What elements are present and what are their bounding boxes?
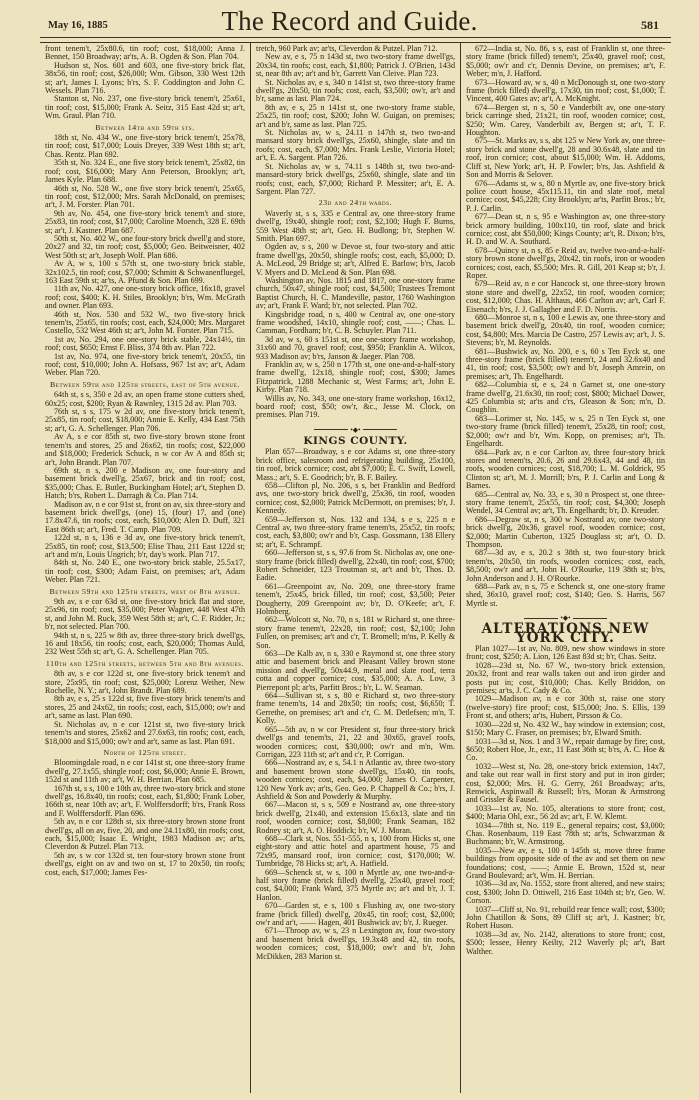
building-plan-entry: Bloomingdale road, n e cor 141st st, one three-story frame dwell'g, 27.1x55, shingle roof; cost, $6,000; Annie E. Brown, 152d st and 11th av; ar't, W. H. Berrian. Plan 685.: [45, 758, 245, 785]
building-plan-entry: 660—Jefferson st, s s, 97.6 from St. Nicholas av, one one-story frame (brick filled) dwell'g, 22x40, tin roof; cost, $700; Robert Schneider, 123 Troutman st, ar't and b'r, Thos. D. Eadie.: [256, 548, 455, 583]
building-plan-entry: 665—5th av, n w cor President st, four three-story brick dwell'gs and tenem'ts, 21, 22 and 30x65, gravel roofs, wooden cornices; cost, $30,000; ow'r and m'n, Wm. Corrigan, 223 11th st; ar't and c'r, P. Corrigan.: [256, 724, 455, 759]
building-plan-entry: 682—Columbia st, e s, 24 n Garnet st, one one-story frame dwell'g, 21.6x30, tin roof; cost, $800; Michael Dower, 425 Columbia st; ar'ts and c'rs, Gleason & Son; m'n, D. Coughlin.: [466, 380, 665, 415]
building-plan-entry: 1030—22d st, No. 432 W., bay window in extension; cost, $150; Mary C. Fraser, on premises; b'r, Elward Smith.: [466, 719, 665, 738]
building-plan-entry: 94th st, n s, 225 w 8th av, three three-story brick dwell'gs, 16 and 18x56, tin roofs; cost, each, $20,000; Thomas Auld, 232 West 55th st; ar't, G. A. Schellenger. Plan 705.: [45, 630, 245, 657]
building-plan-entry: 683—Lorimer st, No. 145, w s, 25 n Ten Eyck st, one two-story frame (brick filled) tenem't, 25x28, tin roof; cost, $2,000; ow'r and b'r, Wm. Kopp, on premises; ar't, Th. Engelhardt.: [466, 413, 665, 449]
building-plan-entry: 5th av, s w cor 132d st, ten four-story brown stone front dwell'gs, eight on av and two on st, 17 to 20x50, tin roofs; cost, each, $17,000; James Fes-: [45, 850, 245, 877]
building-plan-entry: 679—Reid av, n e cor Hancock st, one three-story brown stone store and dwell'g, 22x52, tin roof, wooden cornice; cost, $12,000; Chas. H. Althaus, 466 Carlton av; ar't, Carl F. Eisenach; b'rs, J. J. Gallagher and F. D. Norris.: [466, 279, 665, 314]
building-plan-entry: 680—Monroe st, n s, 100 e Lewis av, one three-story and basement brick dwell'g, 20x40, tin roof, wooden cornice; cost, $4,800; Mrs. Marcia De Castro, 257 Lewis av; ar't, J. S. Stevens; b'r, M. Reynolds.: [466, 313, 665, 348]
building-plan-entry: Ogden av, s s, 200 w Devoe st, four two-story and attic frame dwell'gs, 20x50, shingle roofs; cost, each, $5,000; D. A. McLeod, 29 Bridge st; ar't, Alfred E. Barlow; b'rs, Jacob V. Myers and D. McLeod & Son. Plan 698.: [256, 242, 455, 277]
building-plan-entry: Waverly st, s s, 335 e Central av, one three-story frame dwell'g, 19x40, shingle roof; cost, $2,100; Hugh F. Burns, 559 West 48th st; ar't, Geo. H. Budlong; b'r, Stephen W. Smith. Plan 697.: [256, 208, 455, 243]
building-plan-entry: 675—St. Marks av, s s, abt 125 w New York av, one three-story brick and stone dwell'g, 28 and 30.6x48, slate and tin roof, iron cornice; cost, about $15,000; Wm. H. Addoms, Cliff st, New York; ar't, H. P. Fowler; b'rs, Jas. Ashfield & Son and Morris & Selover.: [466, 136, 665, 180]
building-plan-entry: 1035—New av, e s, 100 n 145th st, move three frame buildings from opposite side of the av and set them on new foundations; cost, ——; Annie E. Brown, 152d st, near Grand Boulevard; ar't, Wm. H. Berrian.: [466, 845, 665, 880]
district-subheading: Between 59th and 125th streets, west of 8th avenue.: [49, 586, 241, 596]
building-plan-entry: Av A, w s, 100 s 57th st, one two-story brick stable, 32x102.5, tin roof; cost, $7,000; Schmitt & Schwanenfluegel, 163 East 59th st; ar'ts, A. Pfund & Son. Plan 699.: [45, 259, 245, 285]
building-plan-entry: 678—Quincy st, n s, 85 e Reid av, twelve two-and-a-half-story brown stone dwell'gs, 20x42, tin roofs, iron or wooden cornices; cost, each, $5,500; Mrs. R. Gill, 201 Keap st; b'r, J. Roper.: [466, 245, 665, 280]
building-plan-entry: 668—Clark st, Nos. 551-555, n s, 100 from Hicks st, one eight-story and attic hotel and apartment house, 75 and 72x95, mansard roof, iron cornice; cost, $170,000; W. Tumbridge, 78 Hicks st; ar't, A. Hatfield.: [256, 833, 455, 869]
building-plan-entry: 1031—3d st, Nos. 1 and 3 W., repair damage by fire; cost, $650; Robert Hoe, Jr., exr., 11 East 36th st; b'rs, A. C. Hoe & Co.: [466, 736, 665, 763]
building-plan-entry: 676—Adams st, w s, 80 n Myrtle av, one five-story brick police court house, 45x115.11, tin and slate roof, metal cornice; cost, $45,228; City Brooklyn; ar'ts, Parfitt Bros.; b'r, P. J. Carlin.: [466, 178, 665, 213]
building-plan-entry: 122d st, n s, 136 e 3d av, one five-story brick tenem't, 25x85, tin roof; cost, $13,500; Elise Thau, 211 East 122d st; ar't and m'n, Louis Ungrich; b'r, day's work. Plan 717.: [45, 533, 245, 559]
district-subheading: Between 14th and 59th sts.: [95, 122, 195, 132]
building-plan-entry: 659—Jefferson st, Nos. 132 and 134, s e s, 225 n e Central av, two three-story frame tenem'ts, 25x52, tin roofs; cost, each, $3,800; ow'r and b'r, Casp. Gossmann, 138 Ellery st; ar't, E. Schrampf.: [256, 514, 455, 549]
building-plan-entry: Willis av, No. 343, one one-story frame workshop, 16x12, board roof; cost, $50; ow'r, &c., Jesse M. Clock, on premises. Plan 719.: [256, 393, 455, 420]
building-plan-entry: 8th av, e s, 25 s 122d st, five five-story brick tenem'ts and stores, 25 and 24x62, tin roofs; cost, each, $15,000; ow'r and ar't, same as last. Plan 690.: [45, 694, 245, 721]
building-plan-entry: 1032—West st, No. 28, one-story brick extension, 14x7, and take out rear wall in first story and put in iron girder; cost, $2,000; Mrs. H. G. Gerry, 261 Broadway; ar'ts, Renwick, Aspinwall & Russell; b'rs, Moran & Armstrong and Grissler & Fausel.: [466, 761, 665, 805]
building-plan-entry: 8th av, e s, 25 n 141st st, one two-story frame stable, 25x25, tin roof; cost, $200; John W. Guigan, on premises; ar't and b'r, same as last. Plan 725.: [256, 102, 455, 129]
building-plan-entry: 1st av, No. 294, one one-story brick stable, 24x14½, tin roof; cost, $650; Ernst F. Bliss, 374 8th av. Plan 722.: [45, 334, 245, 353]
building-plan-entry: St. Nicholas av, n e cor 121st st, two five-story brick tenem'ts and stores, 25x62 and 27.6x63, tin roofs; cost, each, $18,000 and $15,000; ow'r and ar't, same as last. Plan 691.: [45, 719, 245, 746]
building-plan-entry: 681—Bushwick av, No. 200, e s, 60 s Ten Eyck st, one three-story frame (brick filled) tenem't, 24 and 32.6x40 and 41, tin roof; cost, $3,500; ow'r and b'r, Joseph Amrein, on premises; ar't, Th. Engelhardt.: [466, 346, 665, 381]
building-plan-entry: 1033—1st av, No. 105, alterations to store front; cost, $400; Maria Ohl, exr., 56 2d av; ar't, F. W. Klemt.: [466, 803, 665, 822]
column-right: [460, 43, 670, 1093]
building-plan-entry: 50th st, No. 402 W., one four-story brick dwell'g and store, 20x27 and 32, tin roof; cost, $5,000; Geo. Beitweisner, 402 West 50th st; ar't, Joseph Wolf. Plan 686.: [45, 233, 245, 260]
building-plan-entry: 677—Dean st, n s, 95 e Washington av, one three-story brick armory building, 100x110, tin roof, slate and brick cornice; cost, abt $50,000; Kings County; ar't, R. Dixon; b'rs, H. D. and W. A. Southard.: [466, 212, 665, 247]
building-plan-entry: 685—Central av, No. 33, e s, 30 n Prospect st, one three-story frame tenem't, 25x55, tin roof; cost, $4,300; Joseph Wendel, 34 Central av; ar't, Th. Engelhardt; b'r, D. Kreuder.: [466, 489, 665, 516]
building-plan-entry: 76th st, s s, 175 w 2d av, one five-story brick tenem't, 25x85, tin roof; cost, $18,000; Annie E. Kelly, 434 East 75th st; ar't, G. A. Schellenger. Plan 706.: [45, 407, 245, 433]
building-plan-entry: 671—Throop av, w s, 23 n Lexington av, four two-story and basement brick dwell'gs, 19.3x48 and 42, tin roofs, wooden cornices; cost, $18,000; ow'r and b'r, John McDikken, 283 Marion st.: [256, 926, 455, 961]
building-plan-entry: Washington av, Nos. 1815 and 1817, one one-story frame church, 50x47, shingle roof; cost, $4,500; Trustees Tremont Baptist Church, H. C. Mandeville, pastor, 1760 Washington av; ar't, Frank F. Ward; b'r, not selected. Plan 702.: [256, 275, 455, 311]
building-plan-entry: 1st av, No. 974, one five-story brick tenem't, 20x55, tin roof; cost, $10,000; John A. Hofsass, 967 1st av; ar't, Adam Weber. Plan 720.: [45, 351, 245, 378]
section-heading: ALTERATIONS NEW YORK CITY.: [481, 621, 650, 646]
building-plan-entry: 11th av, No. 427, one one-story brick office, 16x18, gravel roof; cost, $400; K. H. Stiles, Brooklyn; b'rs, Wm. McGrath and owner. Plan 693.: [45, 284, 245, 311]
building-plan-entry: Av A, s e cor 85th st, two five-story brown stone front tenem'ts and stores, 25 and 26x62, tin roofs; cost, $22,000 and $18,000; Frederick Schuck, n w cor Av A and 85th st; ar't, John Brandt. Plan 707.: [45, 432, 245, 467]
building-plan-entry: 674—Bergen st, n s, 50 e Vanderbilt av, one one-story brick carringe shed, 21x21, tin roof, wooden cornice; cost, $250; Wm. Carey, Vanderbilt av, Bergen st; ar't, T. F. Houghton.: [466, 102, 665, 138]
ornament-icon: •◆•: [350, 425, 361, 434]
building-plan-entry: St. Nicholas av, w s, 74.11 s 148th st, two two-and-mansard-story brick dwell'gs, 25x60, shingle, slate and tin roofs; cost, each, $7,000; Richard P. Messiter; ar't, E. A. Sargent. Plan 727.: [256, 161, 455, 196]
building-plan-entry: 5th av, n e cor 128th st, six three-story brown stone front dwell'gs, all on av, five, 20, and one 24.11x80, tin roofs; cost, each, $15,000; Isaac E. Wright, 1983 Madison av; ar'ts, Cleverdon & Putzel. Plan 713.: [45, 817, 245, 852]
building-plan-entry: 669—Schenck st, w s, 100 n Myrtle av, one two-and-a-half story frame (brick filled) dwell'g, 25x40, gravel roof; cost, $4,000; Frank Ward, 375 Myrtle av; ar't and b'r, J. T. Hanlon.: [256, 867, 455, 902]
building-plan-entry: 672—India st, No. 86, s s, east of Franklin st, one three-story frame (brick filled) tenem't, 25x40, gravel roof; cost, $5,000; ow'r and c'r, Dennis Devine, on premises; ar't, F. Weber; m'n, J. Hafford.: [466, 44, 665, 79]
building-plan-entry: 658—Clifton pl, No. 206, s s, bet Franklin and Bedford avs, one two-story brick dwell'g, 25x36, tin roof, wooden cornice; cost, $2,000; Patrick McDermott, on premises; b'r, J. Kennedy.: [256, 480, 455, 516]
district-subheading: Between 59th and 125th streets, east of 5th avenue.: [50, 379, 240, 389]
building-plan-entry: 64th st, s s, 350 e 2d av, an open frame stone cutters shed, 60x25; cost, $200; Ryan & Rawnley, 1315 2d av. Plan 703.: [45, 390, 245, 408]
building-plan-entry: 664—Sullivan st, s s, 80 e Richard st, two three-story frame tenem'ts, 14 and 28x50; tin roofs; cost, $6,650; T. Gerrethe, on premises; ar't and c'r, C. M. Detlefsen; m'n, T. Kolly.: [256, 691, 455, 726]
district-subheading: 110th and 125th streets, between 5th and 8th avenues.: [45, 658, 245, 668]
district-subheading: North of 125th street.: [103, 747, 187, 757]
building-plan-entry: Madison av, n e cor 91st st, front on av, six three-story and basement brick dwell'gs, (one) 15, (four) 17, and (one) 17.8x47.6, tin roofs; cost, each, $10,000; Alen D. Duff, 321 East 86th st; ar't, Fred. T. Camp. Plan 709.: [45, 499, 245, 534]
building-plan-entry: 673—Howard av, w s, 40 n McDonough st, one two-story frame (brick filled) dwell'g, 17x30, tin roof; cost, $1,000; T. Vincent, 400 Gates av; ar't, A. McKnight.: [466, 77, 665, 104]
building-plan-entry: 662—Wolcott st, No. 70, n s, 181 w Richard st, one three-story frame tenem't, 22x28, tin roof; cost, $2,100; John Fullen, on premises; ar't and c'r, T. Bromell; m'ns, P. Kelly & Son.: [256, 615, 455, 650]
building-plan-entry: 687—3d av, e s, 20.2 s 38th st, two four-story brick tenem'ts, 20x50, tin roofs, wooden cornices; cost, each, $8,500; ow'r and ar't, John H. O'Rourke, 119 38th st; b'rs, John Anderson and J. H. O'Rourke.: [466, 548, 665, 583]
column-middle: [250, 43, 460, 1093]
building-plan-entry: St. Nicholas av, e s, 340 n 141st st, two three-story frame dwell'gs, 20x50, tin roofs; cost, each, $3,500; ow'r, ar't and b'r, same as last. Plan 724.: [256, 77, 455, 104]
building-plan-entry: 686—Degraw st, n s, 300 w Nostrand av, one two-story brick dwell'g, 20x36, gravel roof, wooden cornice; cost, $2,000; Martin Cuberton, 1325 Douglass st; ar't, O. D. Thompson.: [466, 514, 665, 549]
masthead: [36, 6, 663, 34]
building-plan-entry: St. Nicholas av, w s, 24.11 n 147th st, two two-and mansard story brick dwell'gs, 25x60, shingle, slate and tin roofs; cost, each, $7,000; Mrs. Frank Leslie, Victoria Hotel; ar't, E. A. Sargent. Plan 726.: [256, 128, 455, 163]
building-plan-entry: 1034—78th st, No. 119 E., general repairs; cost, $3,000; Chas. Rosenbaum, 119 East 78th st; ar'ts, Schwarzman & Buchmann; b'r, W. Armstrong.: [466, 820, 665, 847]
building-plan-entry: 167th st, s s, 100 e 10th av, three two-story brick and stone dwell'gs, 16.8x40, tin roofs; cost, each, $1,800; Frank Lober, 166th st, near 10th av; ar't, F. Wolffersdorff; b'rs, Frank Ross and F. Wolffersdorff. Plan 696.: [45, 783, 245, 818]
building-plan-entry: 46th st, Nos. 530 and 532 W., two five-story brick tenem'ts, 25x65, tin roofs; cost, each, $24,000; Mrs. Margaret Costello, 532 West 46th st; ar't, John M. Forster. Plan 715.: [45, 309, 245, 336]
columns: [40, 43, 670, 1093]
building-plan-entry: 69th st, n s, 200 e Madison av, one four-story and basement brick dwell'g, 25x67, brick and tin roof; cost, $35,000; Chas. E. Butler, Buckingham Hotel; ar't, Stephen D. Hatch; b'rs, Robert L. Darragh & Co. Plan 714.: [45, 465, 245, 501]
building-plan-entry: 18th st, No. 434 W., one five-story brick tenem't, 25x78, tin roof; cost, $17,000; Louis Dreyer, 339 West 18th st; ar't, Chas. Rentz. Plan 692.: [45, 133, 245, 159]
building-plan-entry: 1038—3d av, No. 2142, alterations to store front; cost, $500; lessee, Henry Keilty, 212 Waverly pl; ar't, Bart Walther.: [466, 929, 665, 956]
building-plan-entry: Kingsbridge road, n s, 400 w Central av, one one-story frame woodshed, 14x10, shingle roof; cost, ——; Chas. L. Camman, Fordham; b'r, C. B. Schuyler. Plan 711.: [256, 309, 455, 336]
building-plan-entry: 666—Nostrand av, e s, 54.1 n Atlantic av, three two-story and basement brown stone dwell'gs, 15x40, tin roofs, wooden cornices; cost, each, $4,000; James O. Carpenter, 120 New York av; ar'ts, Geo. Geo. P. Chappell & Co.; b'rs, J. Ashfield & Son and Powderly & Murphy.: [256, 758, 455, 801]
building-plan-entry: front tenem't, 25x80.6, tin roof; cost, $18,000; Anna J. Bennet, 150 Broadway; ar'ts, A. B. Ogden & Son. Plan 704.: [45, 44, 245, 62]
building-plan-entry: Plan 657—Broadway, s e cor Adams st, one three-story brick office, salesroom and refrigerating building, 25x100, tin roof, brick cornice; cost, abt $7,000; E. C. Swift, Lowell, Mass.; ar't, S. E. Goodrich; b'r, B. F. Bailey.: [256, 447, 455, 482]
building-plan-entry: 688—Park av, n s, 75 e Schenck st, one one-story frame shed, 36x10, gravel roof; cost, $140; Geo. S. Harris, 567 Myrtle st.: [466, 582, 665, 608]
building-plan-entry: tretch, 960 Park av; ar'ts, Cleverdon & Putzel. Plan 712.: [256, 44, 438, 53]
ornament-icon: •◆•: [560, 614, 571, 623]
building-plan-entry: 1028—23d st, No. 67 W., two-story brick extension, 20x32, front and rear walls taken out and iron girder and posts put in; cost, $10,000; Chas. Kelly Briddon, on premises; ar'ts, J. C. Cady & Co.: [466, 660, 665, 696]
section-divider-ornament: [256, 427, 455, 433]
column-left: [40, 43, 250, 1093]
building-plan-entry: 684—Park av, n e cor Carlton av, three four-story brick stores and tenem'ts, 20.6, 26 and 29.6x43, 44 and 48, tin roofs, wooden cornices; cost, $18,700; L. M. Goldrick, 95 Clinton st; ar't, M. J. Morrill; b'rs, P. J. Carlin and Long & Barnes.: [466, 447, 665, 491]
building-plan-entry: 663—De Kalb av, n s, 330 e Raymond st, one three story attic and basement brick and Pleasant Valley brown stone mission and dwell'g, 50x44.9, metal and slate roof, terra cotta and copper cornice; cost, $35,000; A. A. Low, 3 Pierrepont pl; ar'ts, Parfitt Bros.; b'r, L. W. Seaman.: [256, 649, 455, 692]
building-plan-entry: 84th st, No. 240 E., one two-story brick stable, 25.5x17, tin roof; cost, $300; Adam Faist, on premises; ar't, Adam Weber. Plan 721.: [45, 558, 245, 585]
issue-date: May 16, 1885: [48, 20, 108, 31]
building-plan-entry: 8th av, s e cor 122d st, one five-story brick tenem't and store, 25x95, tin roof; cost, $25,000; Lorenz Weiher, New Rochelle, N. Y.; ar't, John Brandt. Plan 689.: [45, 669, 245, 696]
building-plan-entry: 46th st, No. 528 W., one five story brick tenem't, 25x65, tin roof; cost, $12,000; Mrs. Sarah McDonald, on premises; ar't, J. M. Forster. Plan 701.: [45, 183, 245, 210]
building-plan-entry: 667—Macon st, s s, 509 e Nostrand av, one three-story brick dwell'g, 21x40, and extension 15.6x13, slate and tin roof, wooden cornice; cost, $8,000; Frank Seaman, 182 Rodney st; ar't, A. O. Hoddick; b'r, W. J. Moran.: [256, 800, 455, 835]
building-plan-entry: Franklin av, w s, 250 n 177th st, one one-and-a-half-story frame dwell'g, 12x18, shingle roof; cost, $300; James Fitzpatrick, 1288 Mechanic st, West Farms; ar't, John E. Kirby. Plan 718.: [256, 360, 455, 395]
building-plan-entry: 1037—Cliff st, No. 91, rebuild rear fence wall; cost, $300; John Chatillon & Sons, 89 Cliff st; ar't, J. Kastner; b'r, Robert Huson.: [466, 904, 665, 931]
building-plan-entry: 3d av, w s, 60 s 151st st, one one-story frame workshop, 31x60 and 70, gravel roof; cost, $950; Franklin A. Wilcox, 933 Madison av; b'rs, Janson & Jaeger. Plan 708.: [256, 334, 455, 361]
page-number: 581: [641, 18, 659, 32]
building-plan-entry: 9th av, No. 454, one five-story brick tenem't and store, 25x83, tin roof; cost, $17,000; Caroline Moench, 328 E. 69th st; ar't, J. Kastner. Plan 687.: [45, 208, 245, 235]
publication-title: The Record and Guide.: [221, 6, 478, 36]
building-plan-entry: Plan 1027—1st av, No. 809, new show windows in store front; cost, $250; A. Lion, 126 East 83d st; b'r, Chas. Seitz.: [466, 644, 665, 662]
building-plan-entry: 670—Garden st, e s, 100 s Flushing av, one two-story frame (brick filled) dwell'g, 20x45, tin roof; cost, $2,000; ow'r and ar't, —— Hagen, 401 Bushwick av; b'r, J. Rueger.: [256, 901, 455, 928]
building-plan-entry: Stanton st, No. 237, one five-story brick tenem't, 25x61, tin roof; cost, $15,000; Frank A. Seitz, 315 East 42d st; ar't, Wm. Graul. Plan 710.: [45, 94, 245, 121]
section-heading: KINGS COUNTY.: [303, 434, 408, 447]
building-plan-entry: 9th av, s e cor 63d st, one five-story brick flat and store, 25x96, tin roof; cost, $35,000; Peter Wagner, 448 West 47th st, and John M. Ruck, 359 West 58th st; ar't, C. F. Ridder, Jr.; b'r, not selected. Plan 700.: [45, 597, 245, 632]
building-plan-entry: New av, e s, 75 n 143d st, two two-story frame dwell'gs, 20x34, tin roofs; cost, each, $1,800; Patrick J. O'Brien, 143d st, near 8th av; ar't and b'r, Garrett Van Cleive. Plan 723.: [256, 52, 455, 79]
building-plan-entry: Hudson st, Nos. 601 and 603, one five-story brick flat, 38x56, tin roof; cost, $26,000; Wm. Gibson, 330 West 12th st; ar't, James I. Lyons; b'rs, S. F. Coddington and John C. Wessels. Plan 716.: [45, 60, 245, 96]
building-plan-entry: 1036—3d av, No. 1552, store front altered, and new stairs; cost, $300; John D. Ottiwell, 216 East 104th st; b'r, Geo. W. Corson.: [466, 879, 665, 906]
building-plan-entry: 35th st, No. 324 E., one five story brick tenem't, 25x82, tin roof; cost, $16,000; Mary Ann Peterson, Brooklyn; ar't, James Kyle. Plan 688.: [45, 158, 245, 185]
district-subheading: 23d and 24th wards.: [318, 198, 393, 208]
building-plan-entry: 1029—Madison av, n e cor 30th st, raise one story (twelve-story) fire proof; cost, $15,000; Jno. S. Ellis, 139 Front st, and others; ar'ts, Hubert, Pirsson & Co.: [466, 694, 665, 721]
building-plan-entry: 661—Greenpoint av, No. 209, one three-story frame tenem't, 25x45, brick filled, tin roof; cost, $3,500; Peter Dougherty, 209 Greenpoint av; b'r, D. O'Keefe; ar't, F. Holmberg.: [256, 581, 455, 616]
